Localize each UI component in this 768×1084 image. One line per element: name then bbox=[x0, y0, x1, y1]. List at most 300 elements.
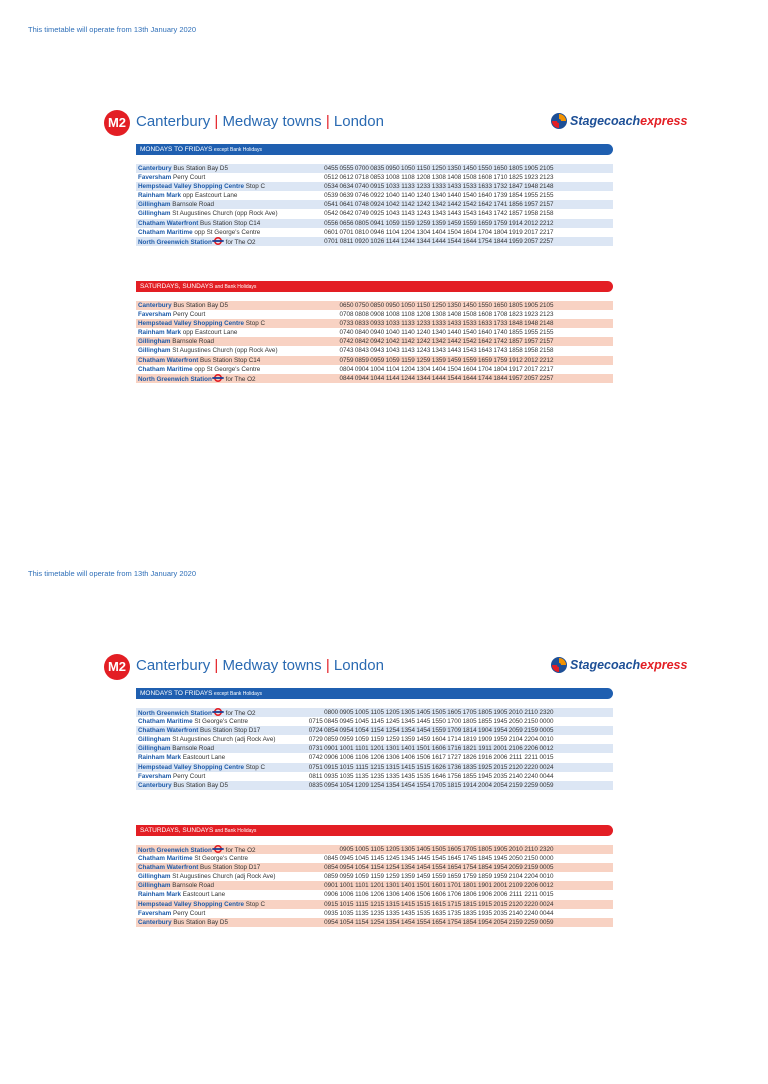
departure-times bbox=[308, 164, 554, 173]
time-cell: 1645 bbox=[447, 855, 462, 863]
time-cell: 0844 bbox=[339, 374, 354, 382]
stagecoach-express-logo bbox=[550, 656, 690, 676]
stop-name bbox=[136, 735, 308, 744]
logo-word-stagecoach: Stagecoach bbox=[570, 658, 641, 672]
time-cell-empty bbox=[323, 328, 338, 337]
time-cell-empty bbox=[308, 337, 323, 346]
time-cell: 1608 bbox=[477, 311, 492, 319]
time-cell: 1133 bbox=[401, 183, 415, 191]
stop-detail: for The O2 bbox=[223, 710, 256, 717]
time-cell: 1042 bbox=[385, 338, 400, 346]
time-cell: 2010 bbox=[508, 846, 523, 853]
stop-town: Chatham Waterfront bbox=[138, 356, 199, 364]
time-cell: 2240 bbox=[524, 772, 539, 780]
day-band-title: SATURDAYS, SUNDAYS bbox=[140, 283, 214, 290]
time-cell: 1806 bbox=[462, 891, 477, 899]
time-cell: 1440 bbox=[447, 329, 462, 337]
time-cell: 1335 bbox=[385, 909, 400, 917]
time-cell: 1554 bbox=[416, 781, 431, 789]
time-cell: 1254 bbox=[385, 727, 400, 735]
time-cell: 1506 bbox=[416, 891, 431, 899]
logo-wordmark bbox=[570, 658, 687, 672]
departure-times bbox=[308, 872, 554, 881]
stop-town: Chatham Maritime bbox=[138, 718, 193, 726]
time-cell: 1208 bbox=[416, 311, 431, 319]
time-cell: 1154 bbox=[370, 864, 385, 872]
time-cell: 2104 bbox=[508, 873, 523, 881]
time-cell: 0906 bbox=[324, 754, 339, 762]
time-cell: 1821 bbox=[462, 745, 477, 753]
time-cell-empty bbox=[308, 301, 323, 310]
route-header bbox=[104, 110, 694, 136]
stop-name bbox=[136, 708, 308, 717]
time-cell: 1240 bbox=[416, 329, 431, 337]
time-cell: 0845 bbox=[324, 718, 339, 726]
time-cell: 0010 bbox=[539, 736, 554, 744]
time-cell: 2240 bbox=[524, 909, 539, 917]
time-cell: 2104 bbox=[508, 736, 523, 744]
time-cell: 2259 bbox=[524, 781, 539, 789]
stop-town: Gillingham bbox=[138, 745, 171, 753]
time-cell: 1914 bbox=[508, 219, 523, 227]
stop-name bbox=[136, 890, 308, 899]
time-cell: 1040 bbox=[385, 329, 400, 337]
time-cell: 1855 bbox=[477, 718, 492, 726]
time-cell: 1515 bbox=[416, 900, 431, 908]
time-cell: 1905 bbox=[493, 709, 508, 716]
time-cell: 1945 bbox=[493, 718, 508, 726]
time-cell: 2204 bbox=[524, 873, 539, 881]
timetable-row bbox=[136, 845, 613, 854]
stop-detail: Stop C bbox=[244, 900, 266, 908]
time-cell: 1958 bbox=[524, 210, 539, 218]
time-cell: 0833 bbox=[354, 320, 369, 328]
time-cell: 1159 bbox=[370, 873, 385, 881]
time-cell: 1646 bbox=[431, 772, 446, 780]
time-cell: 0950 bbox=[385, 302, 400, 309]
timetable-row bbox=[136, 763, 613, 772]
time-cell: 1135 bbox=[355, 909, 369, 917]
time-cell: 1633 bbox=[477, 183, 492, 191]
logo-word-express: express bbox=[640, 658, 688, 672]
time-cell: 1245 bbox=[385, 855, 400, 863]
time-cell: 1825 bbox=[508, 174, 523, 182]
stop-name bbox=[136, 209, 308, 218]
departure-times bbox=[308, 863, 554, 872]
time-cell: 2050 bbox=[508, 855, 523, 863]
day-band-title: MONDAYS TO FRIDAYS bbox=[140, 146, 213, 153]
time-cell: 0750 bbox=[354, 302, 369, 309]
time-cell: 2204 bbox=[524, 736, 539, 744]
title-canterbury: Canterbury bbox=[136, 113, 211, 130]
time-cell: 1759 bbox=[493, 219, 508, 227]
time-cell: 1650 bbox=[493, 302, 508, 309]
route-title bbox=[136, 113, 384, 130]
stop-name bbox=[136, 219, 308, 228]
time-cell: 1459 bbox=[447, 219, 462, 227]
time-cell: 1444 bbox=[431, 374, 446, 382]
time-cell: 1154 bbox=[355, 918, 369, 926]
time-cell: 1550 bbox=[431, 718, 446, 726]
time-cell: 1501 bbox=[416, 882, 431, 890]
time-cell: 1845 bbox=[477, 855, 492, 863]
departure-times bbox=[308, 900, 554, 909]
time-cell: 1959 bbox=[493, 873, 508, 881]
time-cell: 1854 bbox=[477, 864, 492, 872]
time-cell: 2017 bbox=[524, 228, 539, 236]
time-cell: 1847 bbox=[508, 183, 523, 191]
departure-times bbox=[308, 328, 554, 337]
time-cell: 1143 bbox=[401, 210, 415, 218]
time-cell: 1150 bbox=[416, 302, 431, 309]
stop-town: Hempstead Valley Shopping Centre bbox=[138, 900, 245, 908]
time-cell: 1642 bbox=[477, 338, 492, 346]
time-cell: 1404 bbox=[431, 365, 446, 373]
time-cell: 1244 bbox=[401, 237, 416, 245]
stop-town: Hempstead Valley Shopping Centre bbox=[138, 183, 245, 191]
time-cell: 1005 bbox=[354, 709, 369, 716]
timetable-row bbox=[136, 237, 613, 246]
title-london: London bbox=[333, 657, 384, 674]
time-cell-empty bbox=[308, 219, 323, 228]
time-cell: 0746 bbox=[354, 192, 369, 200]
stop-town: Gillingham bbox=[138, 210, 171, 218]
timetable-row bbox=[136, 301, 613, 310]
stop-town: North Greenwich Station bbox=[138, 847, 212, 854]
underground-roundel-icon bbox=[212, 708, 224, 717]
time-cell: 1259 bbox=[416, 356, 431, 364]
time-cell: 2217 bbox=[539, 365, 554, 373]
timetable-row bbox=[136, 726, 613, 735]
stop-detail: Bus Station Stop D17 bbox=[198, 864, 261, 872]
departure-times bbox=[308, 918, 554, 927]
timetable-rows bbox=[136, 708, 613, 790]
time-cell: 2015 bbox=[493, 900, 508, 908]
time-cell: 1542 bbox=[462, 338, 477, 346]
time-cell: 1106 bbox=[355, 891, 369, 899]
time-cell: 1359 bbox=[401, 873, 416, 881]
time-cell: 2111 bbox=[509, 754, 523, 762]
time-cell: 1642 bbox=[477, 201, 492, 209]
time-cell: 1045 bbox=[354, 718, 369, 726]
time-cell: 1415 bbox=[401, 763, 416, 771]
time-cell: 1508 bbox=[462, 311, 477, 319]
stop-name bbox=[136, 900, 308, 909]
time-cell: 1608 bbox=[477, 174, 492, 182]
time-cell: 1005 bbox=[354, 846, 369, 853]
time-cell: 1550 bbox=[477, 302, 492, 309]
stop-detail: St Augustines Church (adj Rock Ave) bbox=[170, 873, 276, 881]
time-cell: 2110 bbox=[524, 709, 538, 716]
timetable-row bbox=[136, 374, 613, 383]
time-cell: 1008 bbox=[385, 174, 400, 182]
time-cell: 0015 bbox=[539, 754, 554, 762]
time-cell bbox=[323, 845, 338, 854]
time-cell: 1215 bbox=[370, 900, 385, 908]
timetable-row bbox=[136, 863, 613, 872]
time-cell: 0840 bbox=[354, 329, 369, 337]
time-cell: 1059 bbox=[385, 219, 400, 227]
time-cell: 2220 bbox=[524, 763, 539, 771]
time-cell: 2123 bbox=[539, 311, 554, 319]
time-cell: 1245 bbox=[385, 718, 400, 726]
time-cell: 1340 bbox=[431, 329, 446, 337]
stop-detail: opp Eastcourt Lane bbox=[181, 192, 238, 200]
logo-word-stagecoach: Stagecoach bbox=[570, 114, 641, 128]
time-cell: 1805 bbox=[477, 709, 492, 716]
day-band bbox=[136, 825, 613, 836]
time-cell: 0708 bbox=[339, 311, 354, 319]
time-cell: 0945 bbox=[339, 718, 354, 726]
time-cell: 1954 bbox=[493, 727, 508, 735]
timetable-row bbox=[136, 881, 613, 890]
timetable-row bbox=[136, 708, 613, 717]
time-cell: 2211 bbox=[524, 754, 538, 762]
time-cell: 1435 bbox=[401, 909, 416, 917]
route-badge: M2 bbox=[104, 110, 130, 136]
departure-times bbox=[308, 890, 554, 899]
time-cell: 1442 bbox=[447, 338, 462, 346]
time-cell: 1945 bbox=[477, 772, 492, 780]
timetable-page bbox=[0, 0, 768, 540]
timetable-rows bbox=[136, 301, 613, 383]
time-cell: 1844 bbox=[493, 237, 508, 245]
time-cell: 1135 bbox=[355, 772, 369, 780]
time-cell: 1105 bbox=[370, 846, 385, 853]
departure-times bbox=[308, 735, 554, 744]
time-cell: 1819 bbox=[462, 736, 477, 744]
time-cell: 1354 bbox=[401, 864, 416, 872]
time-cell: 1701 bbox=[447, 882, 462, 890]
time-cell: 1304 bbox=[416, 365, 431, 373]
title-separator: | bbox=[321, 657, 334, 674]
stop-detail: St George's Centre bbox=[192, 718, 249, 726]
time-cell: 0005 bbox=[539, 864, 554, 872]
departure-times bbox=[308, 909, 554, 918]
time-cell: 1854 bbox=[508, 192, 523, 200]
day-band-title: SATURDAYS, SUNDAYS bbox=[140, 827, 214, 834]
time-cell: 1706 bbox=[447, 891, 462, 899]
time-cell: 0835 bbox=[370, 165, 385, 172]
time-cell: 1601 bbox=[431, 882, 446, 890]
time-cell: 2059 bbox=[508, 864, 523, 872]
time-cell: 1301 bbox=[385, 882, 400, 890]
time-cell: 0800 bbox=[324, 709, 339, 716]
time-cell: 0901 bbox=[324, 745, 339, 753]
timetable-rows bbox=[136, 845, 613, 927]
time-cell: 0556 bbox=[324, 219, 339, 227]
time-cell: 1435 bbox=[401, 772, 416, 780]
time-cell: 2050 bbox=[508, 718, 523, 726]
time-cell: 0751 bbox=[308, 763, 323, 771]
time-cell: 1916 bbox=[477, 754, 492, 762]
time-cell: 1650 bbox=[493, 165, 508, 172]
stop-name bbox=[136, 228, 308, 237]
time-cell: 0945 bbox=[339, 855, 354, 863]
timetable-row bbox=[136, 918, 613, 927]
stop-detail: Bus Station Stop D17 bbox=[198, 727, 261, 735]
time-cell-empty bbox=[308, 374, 323, 383]
title-separator: | bbox=[210, 113, 223, 130]
time-cell: 1104 bbox=[385, 365, 400, 373]
stop-name bbox=[136, 191, 308, 200]
time-cell: 1142 bbox=[401, 201, 415, 209]
time-cell: 1354 bbox=[401, 727, 416, 735]
time-cell: 1754 bbox=[477, 237, 492, 245]
time-cell: 1904 bbox=[477, 727, 492, 735]
time-cell bbox=[308, 708, 323, 717]
departure-times bbox=[308, 228, 554, 237]
time-cell: 2010 bbox=[508, 709, 523, 716]
departure-times bbox=[308, 772, 554, 781]
time-cell: 0924 bbox=[370, 201, 385, 209]
time-cell: 1115 bbox=[355, 763, 369, 771]
departure-times bbox=[308, 881, 554, 890]
time-cell: 1333 bbox=[431, 320, 446, 328]
time-cell: 0808 bbox=[354, 311, 369, 319]
time-cell: 1957 bbox=[508, 374, 523, 382]
stop-town: Chatham Waterfront bbox=[138, 864, 199, 872]
time-cell: 1540 bbox=[462, 329, 477, 337]
time-cell-empty bbox=[308, 310, 323, 319]
time-cell: 1333 bbox=[431, 183, 446, 191]
time-cell: 1308 bbox=[431, 174, 446, 182]
time-cell: 0944 bbox=[354, 374, 369, 382]
time-cell: 1204 bbox=[401, 365, 416, 373]
stop-detail: Bus Station Stop C14 bbox=[198, 219, 261, 227]
time-cell: 2054 bbox=[493, 918, 508, 926]
time-cell: 1243 bbox=[416, 210, 431, 218]
time-cell: 1554 bbox=[431, 864, 446, 872]
time-cell: 2148 bbox=[539, 183, 554, 191]
time-cell: 1550 bbox=[477, 165, 492, 172]
departure-times bbox=[308, 726, 554, 735]
time-cell: 1133 bbox=[401, 320, 415, 328]
time-cell: 1459 bbox=[416, 873, 431, 881]
time-cell: 1654 bbox=[431, 918, 446, 926]
time-cell: 2006 bbox=[493, 754, 508, 762]
time-cell: 1745 bbox=[462, 855, 477, 863]
time-cell: 1101 bbox=[355, 745, 369, 753]
time-cell: 1240 bbox=[416, 192, 431, 200]
time-cell: 1911 bbox=[478, 745, 492, 753]
stop-detail: for The O2 bbox=[223, 847, 256, 854]
time-cell: 1533 bbox=[462, 320, 477, 328]
time-cell: 1905 bbox=[493, 846, 508, 853]
time-cell: 1201 bbox=[370, 882, 385, 890]
time-cell: 0748 bbox=[354, 201, 369, 209]
time-cell: 1917 bbox=[508, 365, 523, 373]
time-cell: 0905 bbox=[339, 846, 354, 853]
time-cell: 2206 bbox=[524, 882, 539, 890]
time-cell: 1505 bbox=[431, 709, 446, 716]
stop-name bbox=[136, 863, 308, 872]
time-cell: 1242 bbox=[416, 201, 431, 209]
time-cell: 1905 bbox=[524, 165, 539, 172]
time-cell: 0959 bbox=[339, 873, 354, 881]
stop-name bbox=[136, 365, 308, 374]
stagecoach-express-logo bbox=[550, 112, 690, 132]
stop-name bbox=[136, 918, 308, 927]
time-cell: 1254 bbox=[370, 781, 385, 789]
stop-detail: Bus Station Bay D5 bbox=[171, 918, 228, 926]
time-cell: 1659 bbox=[477, 356, 492, 364]
time-cell: 2155 bbox=[539, 329, 554, 337]
time-cell: 2012 bbox=[524, 219, 539, 227]
time-cell-empty bbox=[308, 854, 323, 863]
stop-town: Chatham Maritime bbox=[138, 365, 193, 373]
stop-town: Canterbury bbox=[138, 781, 172, 789]
time-cell: 0542 bbox=[324, 210, 339, 218]
time-cell: 1643 bbox=[477, 347, 492, 355]
time-cell: 1826 bbox=[462, 754, 477, 762]
timetable-row bbox=[136, 365, 613, 374]
time-cell: 1401 bbox=[401, 745, 416, 753]
time-cell: 1959 bbox=[508, 237, 523, 245]
time-cell: 1144 bbox=[385, 374, 400, 382]
time-cell: 1705 bbox=[431, 781, 446, 789]
time-cell: 2155 bbox=[539, 192, 554, 200]
time-cell: 0906 bbox=[324, 891, 339, 899]
time-cell: 1035 bbox=[339, 909, 354, 917]
time-cell: 1233 bbox=[416, 320, 431, 328]
time-cell: 1450 bbox=[462, 302, 477, 309]
time-cell: 2211 bbox=[524, 891, 538, 899]
time-cell: 0024 bbox=[539, 900, 554, 908]
time-cell: 2212 bbox=[539, 356, 554, 364]
time-cell: 2206 bbox=[524, 745, 539, 753]
time-cell: 1445 bbox=[416, 855, 431, 863]
time-cell: 1700 bbox=[447, 718, 462, 726]
stop-detail: Eastcourt Lane bbox=[181, 754, 226, 762]
time-cell: 1615 bbox=[431, 900, 446, 908]
time-cell: 1857 bbox=[508, 338, 523, 346]
time-cell: 0901 bbox=[324, 882, 339, 890]
title-canterbury: Canterbury bbox=[136, 657, 211, 674]
time-cell-empty bbox=[323, 365, 338, 374]
stop-name bbox=[136, 319, 308, 328]
time-cell: 1954 bbox=[477, 918, 492, 926]
time-cell: 1635 bbox=[431, 909, 446, 917]
time-cell: 1754 bbox=[462, 864, 477, 872]
time-cell: 1033 bbox=[385, 183, 400, 191]
time-cell: 0612 bbox=[339, 174, 354, 182]
time-cell: 2159 bbox=[524, 727, 539, 735]
departure-times bbox=[308, 237, 554, 246]
time-cell: 1408 bbox=[447, 311, 462, 319]
timetable-page bbox=[0, 544, 768, 1084]
timetable-row bbox=[136, 753, 613, 762]
time-cell: 1716 bbox=[447, 745, 462, 753]
departure-times bbox=[308, 182, 554, 191]
time-cell: 1344 bbox=[416, 237, 431, 245]
stop-town: Canterbury bbox=[138, 302, 172, 309]
time-cell: 0742 bbox=[308, 754, 323, 762]
timetable-row bbox=[136, 890, 613, 899]
time-cell: 0718 bbox=[354, 174, 369, 182]
time-cell: 2257 bbox=[539, 237, 554, 245]
time-cell: 1743 bbox=[493, 347, 508, 355]
time-cell: 1742 bbox=[493, 210, 508, 218]
stop-name bbox=[136, 356, 308, 365]
title-separator: | bbox=[321, 113, 334, 130]
departure-times bbox=[308, 356, 554, 365]
time-cell: 0940 bbox=[370, 329, 385, 337]
stop-town: Rainham Mark bbox=[138, 329, 182, 337]
time-cell: 1315 bbox=[385, 900, 400, 908]
time-cell: 1206 bbox=[370, 754, 385, 762]
time-cell-empty bbox=[308, 237, 323, 246]
